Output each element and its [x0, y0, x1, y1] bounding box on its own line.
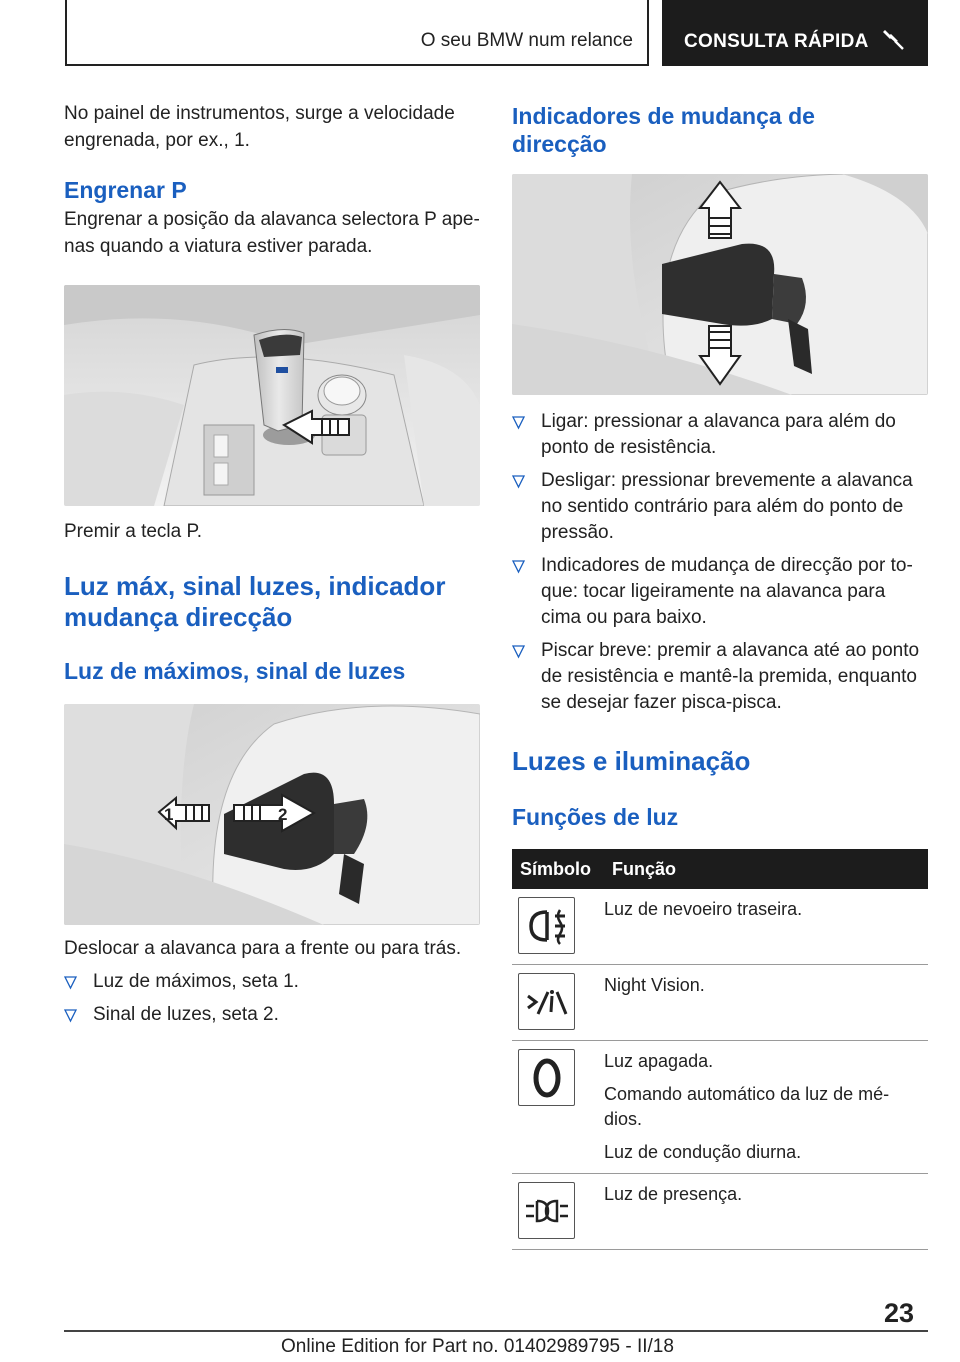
light-functions-heading: Funções de luz [512, 804, 679, 830]
table-row [512, 1041, 928, 1174]
list-item: Indicadores de mudança de direcção por to-que: tocar ligeiramente na alavanca para cima ou para baixo. [512, 553, 928, 631]
quick-reference-icon [882, 28, 904, 56]
turn-signal-lever-figure [512, 174, 928, 395]
header-chapter-label: CONSULTA RÁPIDA [684, 31, 869, 52]
engage-p-paragraph: Engrenar a posição da alavanca selectora P ape-nas quando a viatura estiver parada. [64, 209, 480, 257]
turn-signal-list [512, 409, 928, 716]
header-frame [65, 0, 649, 66]
table-header-function: Função [604, 849, 928, 889]
press-p-caption: Premir a tecla P. [64, 521, 202, 542]
header-section-title: O seu BMW num relance [420, 30, 633, 51]
shift-lever-paragraph: Deslocar a alavanca para a frente ou para trás. [64, 938, 462, 959]
high-beam-lever-figure [64, 704, 480, 925]
turn-signal-heading: Indicadores de mudança de direcção [512, 103, 815, 157]
triangle-bullet-icon [512, 556, 525, 576]
footer-edition: Online Edition for Part no. 01402989795 - II/18 [281, 1336, 674, 1357]
gear-selector-figure [64, 285, 480, 506]
right-column [512, 102, 928, 1250]
function-text: Luz de nevoeiro traseira. [604, 899, 803, 919]
table-row [512, 1174, 928, 1250]
function-text: Luz apagada. [604, 1051, 714, 1071]
list-item: Luz de máximos, seta 1. [64, 969, 480, 995]
night-vision-icon [518, 973, 575, 1030]
header-chapter-tab[interactable] [662, 0, 928, 66]
left-column [64, 100, 480, 1035]
function-text: Luz de presença. [604, 1184, 743, 1204]
list-item: Sinal de luzes, seta 2. [64, 1002, 480, 1028]
table-row [512, 965, 928, 1041]
zero-position-icon [518, 1049, 575, 1106]
engage-p-heading: Engrenar P [64, 177, 187, 203]
lights-heading: Luzes e iluminação [512, 746, 751, 776]
high-beam-heading: Luz de máximos, sinal de luzes [64, 658, 406, 684]
intro-paragraph: No painel de instrumentos, surge a velocidade engrenada, por ex., 1. [64, 103, 455, 151]
table-row [512, 889, 928, 965]
arrow-label-1: 1 [164, 805, 174, 824]
function-text: Night Vision. [604, 975, 705, 995]
triangle-bullet-icon [64, 1005, 77, 1025]
list-item: Piscar breve: premir a alavanca até ao ponto de resistência e mantê-la premida, enquanto se desejar fazer pisca-pisca. [512, 638, 928, 716]
triangle-bullet-icon [64, 972, 77, 992]
rear-fog-light-icon [518, 897, 575, 954]
footer-divider [64, 1330, 928, 1332]
light-functions-table [512, 849, 928, 1250]
triangle-bullet-icon [512, 412, 525, 432]
triangle-bullet-icon [512, 471, 525, 491]
page-number: 23 [884, 1298, 915, 1328]
list-item: Desligar: pressionar brevemente a alavanca no sentido contrário para além do ponto de pressão. [512, 468, 928, 546]
parking-light-icon [518, 1182, 575, 1239]
function-text: Comando automático da luz de mé-dios. [604, 1084, 890, 1129]
triangle-bullet-icon [512, 641, 525, 661]
table-header-symbol: Símbolo [512, 849, 604, 889]
arrow-label-2: 2 [278, 805, 288, 824]
function-text: Luz de condução diurna. [604, 1142, 802, 1162]
list-item: Ligar: pressionar a alavanca para além do ponto de resistência. [512, 409, 928, 461]
high-beam-list [64, 969, 480, 1028]
light-section-heading: Luz máx, sinal luzes, indicador mudança direcção [64, 571, 446, 632]
